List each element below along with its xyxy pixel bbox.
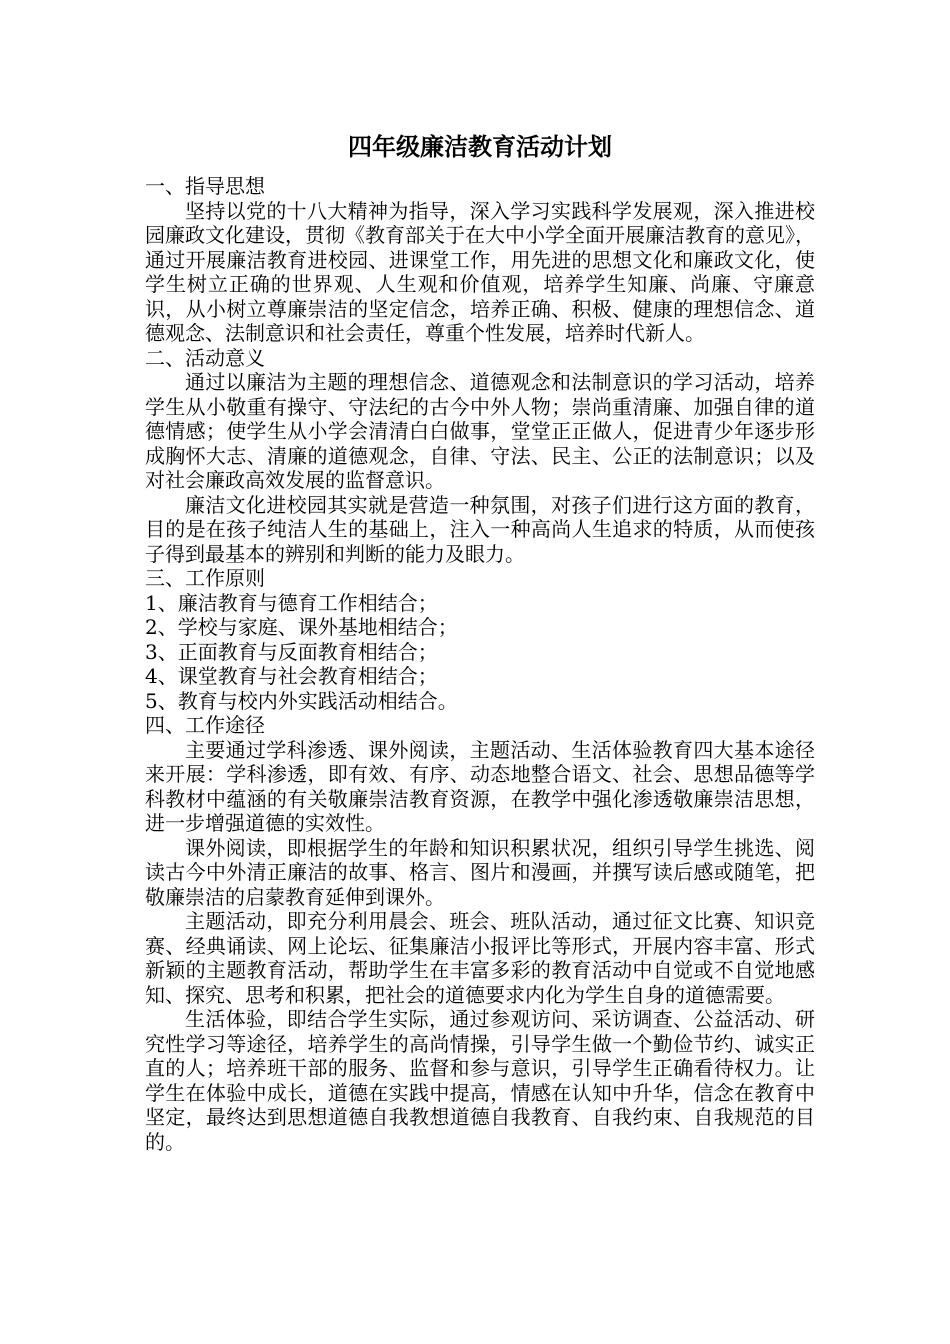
paragraph: 廉洁文化进校园其实就是营造一种氛围，对孩子们进行这方面的教育，目的是在孩子纯洁人生的基础上，注入一种高尚人生追求的特质，从而使孩子得到最基本的辨别和判断的能力及眼力。 [145, 492, 815, 566]
paragraph: 主要通过学科渗透、课外阅读，主题活动、生活体验教育四大基本途径来开展：学科渗透，即有效、有序、动态地整合语文、社会、思想品德等学科教材中蕴涵的有关敬廉崇洁教育资源，在教学中强化渗透敬廉崇洁思想，进一步增强道德的实效性。 [145, 737, 815, 835]
paragraph: 通过以廉洁为主题的理想信念、道德观念和法制意识的学习活动，培养学生从小敬重有操守、守法纪的古今中外人物；崇尚重清廉、加强自律的道德情感；使学生从小学会清清白白做事，堂堂正正做人，促进青少年逐步形成胸怀大志、清廉的道德观念，自律、守法、民主、公正的法制意识；以及对社会廉政高效发展的监督意识。 [145, 370, 815, 492]
document-title: 四年级廉洁教育活动计划 [348, 132, 612, 161]
paragraph: 坚持以党的十八大精神为指导，深入学习实践科学发展观，深入推进校园廉政文化建设，贯彻《教育部关于在大中小学全面开展廉洁教育的意见》，通过开展廉洁教育进校园、进课堂工作，用先进的思想文化和廉政文化，使学生树立正确的世界观、人生观和价值观，培养学生知廉、尚廉、守廉意识，从小树立尊廉崇洁的坚定信念，培养正确、积极、健康的理想信念、道德观念、法制意识和社会责任，尊重个性发展，培养时代新人。 [145, 198, 815, 345]
section-heading-work-approaches: 四、工作途径 [145, 713, 265, 737]
list-item: 5、教育与校内外实践活动相结合。 [145, 688, 458, 713]
paragraph: 课外阅读，即根据学生的年龄和知识积累状况，组织引导学生挑选、阅读古今中外清正廉洁的故事、格言、图片和漫画，并撰写读后感或随笔，把敬廉崇洁的启蒙教育延伸到课外。 [145, 835, 815, 909]
paragraph: 生活体验，即结合学生实际，通过参观访问、采访调查、公益活动、研究性学习等途径，培养学生的高尚情操，引导学生做一个勤俭节约、诚实正直的人；培养班干部的服务、监督和参与意识，引导学生正确看待权力。让学生在体验中成长，道德在实践中提高，情感在认知中升华，信念在教育中坚定，最终达到思想道德自我教想道德自我教育、自我约束、自我规范的目的。 [145, 1007, 815, 1154]
list-item: 4、课堂教育与社会教育相结合； [145, 664, 438, 688]
section-heading-guiding-ideology: 一、指导思想 [145, 174, 265, 198]
document-page [145, 132, 815, 1154]
list-item: 1、廉洁教育与德育工作相结合； [145, 590, 438, 615]
paragraph: 主题活动，即充分利用晨会、班会、班队活动，通过征文比赛、知识竞赛、经典诵读、网上论坛、征集廉洁小报评比等形式，开展内容丰富、形式新颖的主题教育活动，帮助学生在丰富多彩的教育活动中自觉或不自觉地感知、探究、思考和积累，把社会的道德要求内化为学生自身的道德需要。 [145, 909, 815, 1007]
list-item: 2、学校与家庭、课外基地相结合； [145, 615, 458, 639]
section-heading-work-principles: 三、工作原则 [145, 566, 265, 590]
section-heading-activity-significance: 二、活动意义 [145, 345, 265, 370]
list-item: 3、正面教育与反面教育相结合； [145, 639, 438, 664]
